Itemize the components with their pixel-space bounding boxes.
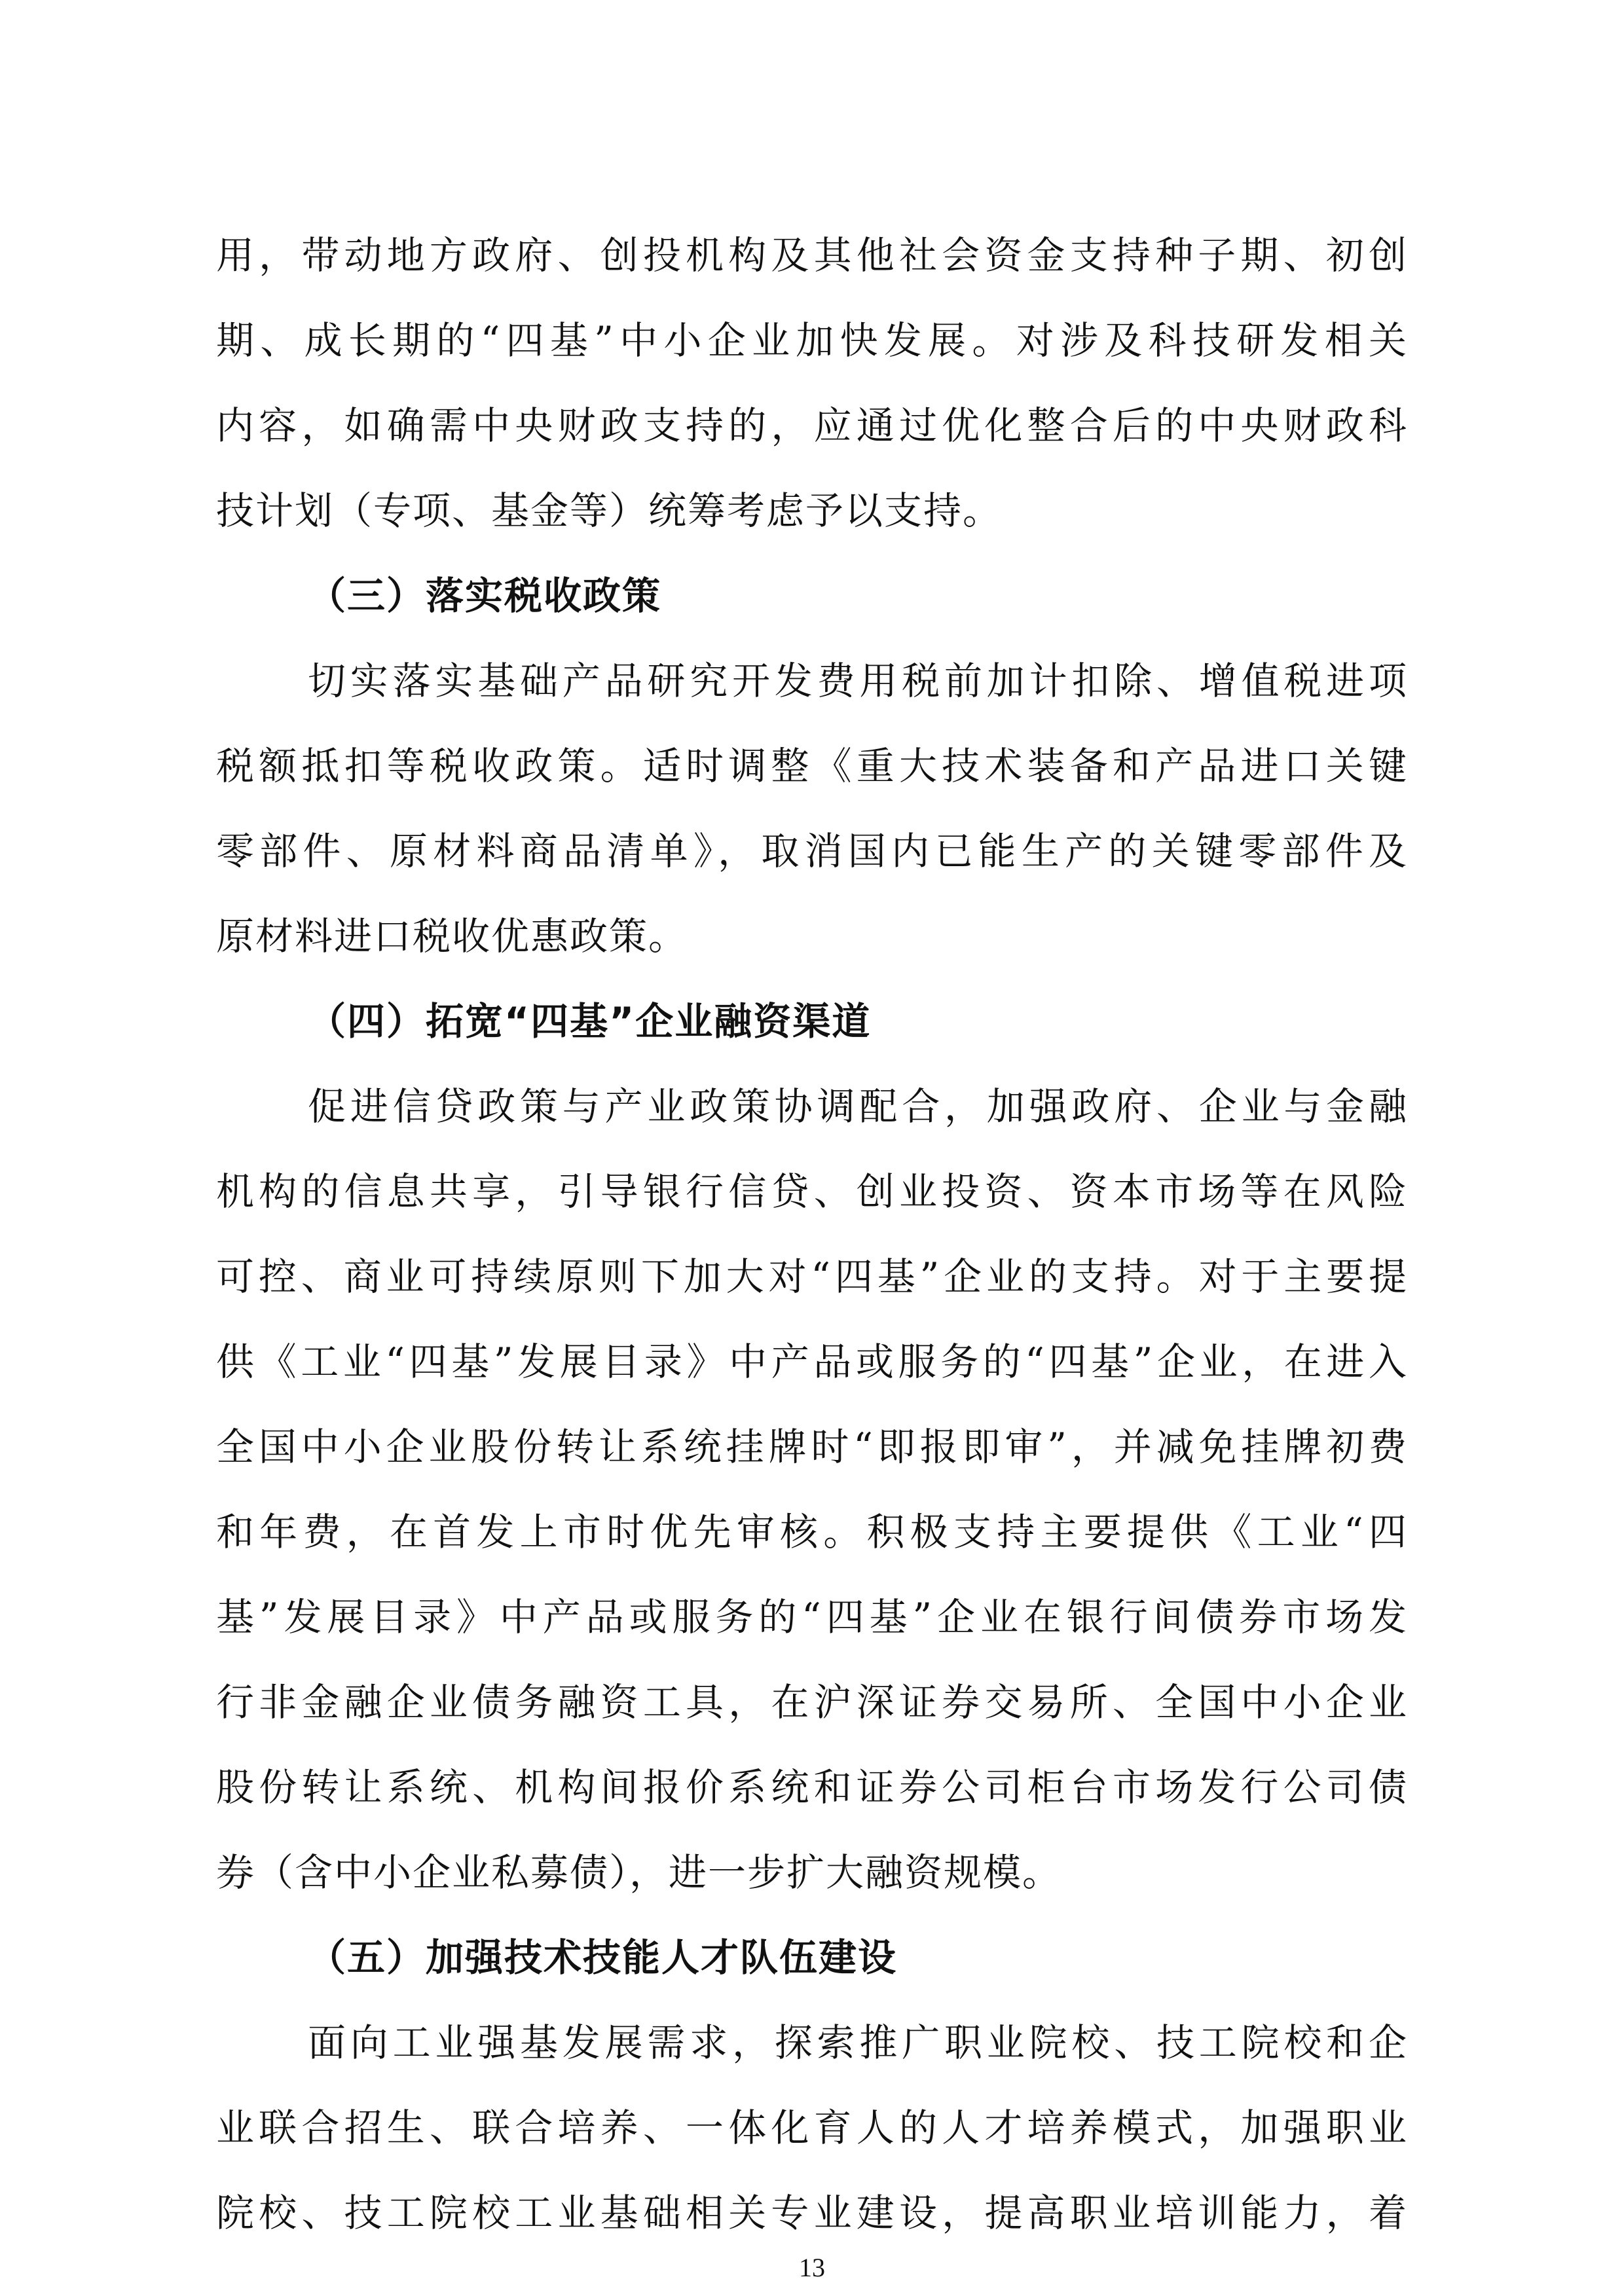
paragraph-line: 机构的信息共享，引导银行信贷、创业投资、资本市场等在风险 <box>216 1169 1408 1214</box>
paragraph-line: 行非金融企业债务融资工具，在沪深证券交易所、全国中小企业 <box>216 1680 1408 1724</box>
paragraph-line: 用，带动地方政府、创投机构及其他社会资金支持种子期、初创 <box>216 233 1408 278</box>
paragraph-line: 切实落实基础产品研究开发费用税前加计扣除、增值税进项 <box>308 659 1408 703</box>
paragraph-line: 可控、商业可持续原则下加大对“四基”企业的支持。对于主要提 <box>216 1254 1408 1299</box>
paragraph-line: 零部件、原材料商品清单》，取消国内已能生产的关键零部件及 <box>216 829 1408 873</box>
paragraph-line: 面向工业强基发展需求，探索推广职业院校、技工院校和企 <box>308 2020 1408 2065</box>
paragraph-line: 促进信贷政策与产业政策协调配合，加强政府、企业与金融 <box>308 1084 1408 1129</box>
section-heading-financing: （四）拓宽“四基”企业融资渠道 <box>308 999 872 1044</box>
paragraph-line: 业联合招生、联合培养、一体化育人的人才培养模式，加强职业 <box>216 2105 1408 2150</box>
paragraph-line: 全国中小企业股份转让系统挂牌时“即报即审”，并减免挂牌初费 <box>216 1425 1408 1469</box>
paragraph-line: 技计划（专项、基金等）统筹考虑予以支持。 <box>216 488 1003 533</box>
paragraph-line: 院校、技工院校工业基础相关专业建设，提高职业培训能力，着 <box>216 2191 1408 2235</box>
section-heading-talent: （五）加强技术技能人才队伍建设 <box>308 1935 898 1980</box>
paragraph-line: 基”发展目录》中产品或服务的“四基”企业在银行间债券市场发 <box>216 1595 1408 1639</box>
paragraph-line: 原材料进口税收优惠政策。 <box>216 914 688 958</box>
paragraph-line: 供《工业“四基”发展目录》中产品或服务的“四基”企业，在进入 <box>216 1339 1408 1384</box>
paragraph-line: 税额抵扣等税收政策。适时调整《重大技术装备和产品进口关键 <box>216 744 1408 788</box>
paragraph-line: 内容，如确需中央财政支持的，应通过优化整合后的中央财政科 <box>216 403 1408 448</box>
paragraph-line: 期、成长期的“四基”中小企业加快发展。对涉及科技研发相关 <box>216 318 1408 363</box>
section-heading-tax-policy: （三）落实税收政策 <box>308 574 662 618</box>
paragraph-line: 券（含中小企业私募债），进一步扩大融资规模。 <box>216 1850 1062 1895</box>
paragraph-line: 股份转让系统、机构间报价系统和证券公司柜台市场发行公司债 <box>216 1765 1408 1810</box>
paragraph-line: 和年费，在首发上市时优先审核。积极支持主要提供《工业“四 <box>216 1510 1408 1554</box>
page-number: 13 <box>799 2253 825 2282</box>
